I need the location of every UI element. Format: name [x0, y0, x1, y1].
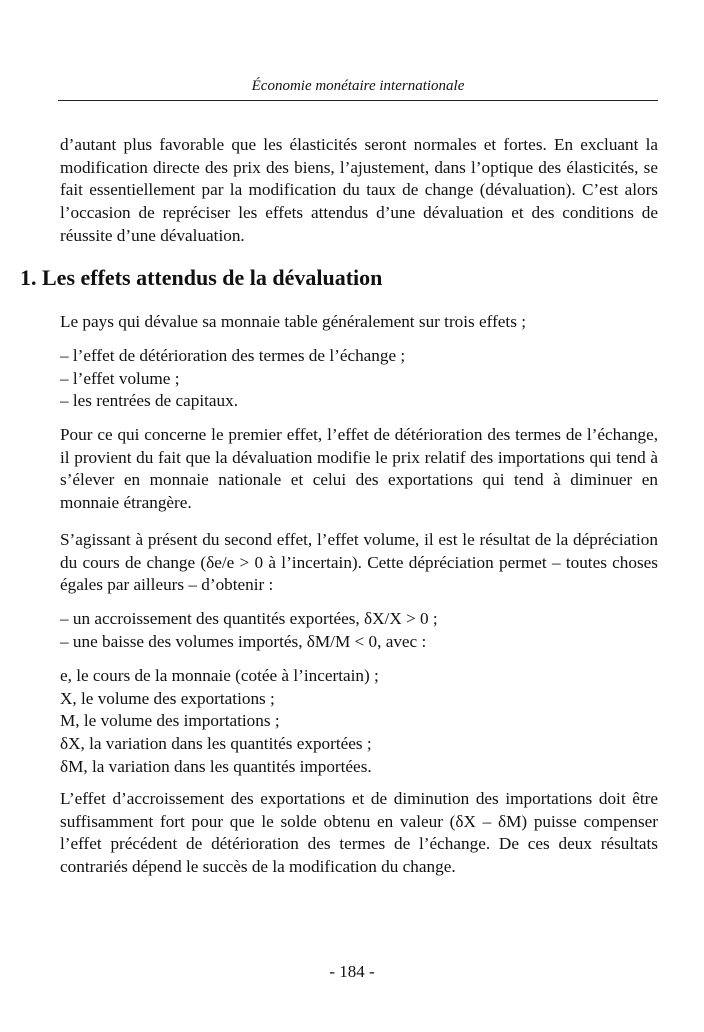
- page-number: - 184 -: [329, 962, 375, 981]
- list-item: – une baisse des volumes importés, δM/M < 0, avec :: [60, 631, 427, 651]
- definition-item: X, le volume des exportations ;: [60, 688, 275, 708]
- paragraph-text: d’autant plus favorable que les élasticités seront normales et fortes. En excluant la modification directe des prix des biens, l’ajustement, dans l’optique des élasticités, se fait essentiellement par la modification du taux de change (dévaluation). C’est alors l’occasion de repréciser les effets attendus d’une dévaluation et des conditions de réussite d’une dévaluation.: [60, 135, 658, 245]
- list-item: – un accroissement des quantités exportées, δX/X > 0 ;: [60, 609, 438, 628]
- list-item: – l’effet volume ;: [60, 368, 180, 388]
- paragraph-text: L’effet d’accroissement des exportations et de diminution des importations doit être suffisamment fort pour que le solde obtenu en valeur (δX – δM) puisse compenser l’effet précédent de détérioration des termes de l’échange. De ces deux résultats contrariés dépend le succès de la modification du change.: [60, 789, 658, 877]
- paragraph-conclusion: [60, 788, 658, 879]
- definition-item: δM, la variation dans les quantités importées.: [60, 756, 372, 776]
- effects-list: [60, 345, 658, 413]
- paragraph-text: Pour ce qui concerne le premier effet, l’effet de détérioration des termes de l’échange, il provient du fait que la dévaluation modifie le prix relatif des importations qui tend à s’élever en monnaie nationale et celui des exportations qui tend à diminuer en monnaie étrangère.: [60, 425, 658, 513]
- volume-list: [60, 608, 658, 653]
- section-heading: 1. Les effets attendus de la dévaluation: [20, 265, 383, 290]
- list-item: – les rentrées de capitaux.: [60, 391, 239, 411]
- definition-item: δX, la variation dans les quantités exportées ;: [60, 734, 372, 754]
- paragraph-first-effect: [60, 424, 658, 515]
- list-item: – l’effet de détérioration des termes de l’échange ;: [60, 346, 406, 365]
- paragraph-text: S’agissant à présent du second effet, l’effet volume, il est le résultat de la dépréciation du cours de change (δe/e > 0 à l’incertain). Cette dépréciation permet – toutes choses égales par ailleurs – d’obtenir :: [60, 530, 658, 595]
- paragraph-intro: [60, 134, 658, 248]
- definition-item: e, le cours de la monnaie (cotée à l’incertain) ;: [60, 666, 379, 685]
- paragraph-second-effect: [60, 529, 658, 597]
- definitions-list: [60, 665, 658, 779]
- paragraph-three-effects: [60, 311, 658, 334]
- running-header: Économie monétaire internationale: [251, 78, 465, 94]
- paragraph-text: Le pays qui dévalue sa monnaie table généralement sur trois effets ;: [60, 312, 526, 331]
- header-rule: [58, 100, 658, 101]
- definition-item: M, le volume des importations ;: [60, 711, 280, 731]
